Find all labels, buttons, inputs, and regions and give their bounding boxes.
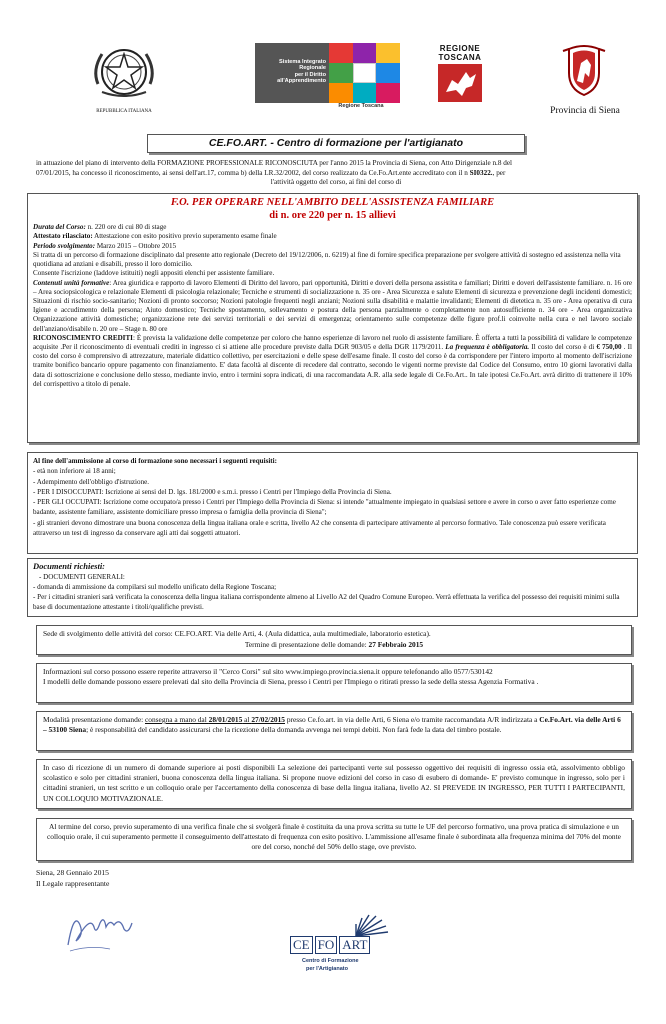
cefoart-caption2: per l'Artigianato	[306, 966, 348, 972]
periodo: Periodo svolgimento: Marzo 2015 – Ottobre 2015	[33, 241, 177, 250]
documenti-item: - Per i cittadini stranieri sarà verificata la conoscenza della lingua italiana corrispondente almeno al Livello A2 del Quadro Comune Europeo. Verrà effettuata la verifica del possesso dei requisiti minimi sulla base di documentazione attestante i titoli/qualifiche previsti.	[33, 592, 620, 611]
intro-line3: l'attività oggetto del corso, ai fini del corso di	[270, 178, 402, 186]
cefoart-caption1: Centro di Formazione	[302, 958, 359, 964]
course-title: F.O. PER OPERARE NELL'AMBITO DELL'ASSISTENZA FAMILIARE	[170, 197, 495, 208]
star-emblem-icon	[88, 40, 160, 104]
provincia-siena-logo	[545, 43, 625, 123]
sede-line2: Termine di presentazione delle domande: 27 Febbraio 2015	[244, 639, 424, 649]
sistema-integrato-logo	[255, 43, 400, 115]
requisiti-item: - PER GLI OCCUPATI: Iscrizione come occupato/a presso i Centri per l'Impiego della Provincia di Siena: si intende "attualmente impiegato in qualsiasi settore e avere in corso o aver fatto esperienze come badante, assistente familiare, assistente domiciliare presso impresa o famiglia della provincia di Siena";	[33, 498, 616, 517]
selezione-box	[36, 759, 632, 809]
cefoart-wordmark: CE FO ART	[290, 936, 370, 954]
course-box	[27, 193, 638, 443]
requisiti-title: Al fine dell'ammissione al corso di formazione sono necessari i seguenti requisiti:	[33, 457, 277, 465]
intro-line2: 07/01/2015, ha concesso il riconoscimento, ai sensi dell'art.17, comma b) della LR.32/2002, del corso realizzato da Ce.Fo.Art.ente accreditato con il n SI0322., per	[36, 168, 506, 177]
sistema-grid-icon	[329, 43, 400, 103]
sistema-footer: Regione Toscana	[338, 103, 384, 109]
documenti-item: - DOCUMENTI GENERALI:	[39, 572, 125, 581]
italia-emblem	[88, 40, 160, 112]
intro-line1: in attuazione del piano di intervento della FORMAZIONE PROFESSIONALE RICONOSCIUTA per l'anno 2015 la Provincia di Siena, con Atto Dirigenziale n.8 del	[36, 159, 513, 167]
consente: Consente l'iscrizione (laddove istituiti) negli appositi elenchi per assistente familiare.	[33, 269, 275, 278]
requisiti-item: - PER I DISOCCUPATI: Iscrizione ai sensi del D. lgs. 181/2000 e s.m.i. presso i Centri per l'Impiego della Provincia di Siena.	[33, 487, 392, 496]
verifica-text: Al termine del corso, previo superamento di una verifica finale che si svolgerà finale è costituita da una prova scritta su tutte le UF del percorso formativo, una prova pratica di simulazione e un colloquio orale, il cui superamento permette il conseguimento dell'attestato di frequenza con esito positivo. L'ammissione all'esame finale è subordinata alla frequenza minima del 70% del monte ore del corso, nonché del 50% dello stage, ove previsto.	[47, 822, 621, 852]
info-line1: Informazioni sul corso possono essere reperite attraverso il "Cerco Corsi" sul sito www.impiego.provincia.siena.it oppure telefonando allo 0577/530142	[43, 667, 493, 676]
crediti: RICONOSCIMENTO CREDITI: È prevista la validazione delle competenze per coloro che hanno esperienze di lavoro nel ruolo di assistente familiare. È offerta a tutti la possibilità di validare le competenze acquisite .Per il riconoscimento di eventuali crediti in ingresso ci si attiene alle procedure previste dalla DGR 903/05 e della DGR 1179/2011. La frequenza è obbligatoria. Il costo del corso è di € 750,00 . Il costo del corso è comprensivo di attrezzature, materiale didattico collettivo, per esercitazioni e delle spese dell'esame finale. Il costo del corso è da corrispondere per l'intero importo al momento dell'iscrizione tramite bonifico bancario oppure pagamento con finanziamento. E' data facoltà al discente di recedere dal contratto, secondo le vigenti norme previste dal Codice del Consumo, entro 10 giorni lavorativi dalla data di sottoscrizione e conclusione dello stesso, mediante invio, entro i termini sopra indicati, di una raccomandata A.R. alla sede legale di Ce.Fo.Art.. In tale ipotesi Ce.Fo.Art. avrà diritto di trattenere il 10% del corrispettivo a titolo di penale.	[33, 333, 633, 388]
provincia-caption: Provincia di Siena	[550, 106, 620, 116]
selezione-text: In caso di ricezione di un numero di domande superiore ai posti disponibili La selezione dei partecipanti verte sul possesso oggettivo dei requisiti di ingresso ossia età, assolvimento obbligo scolastico e solo per cittadini stranieri, buona conoscenza della lingua italiana. Si propone nuove edizioni del corso in caso di esubero di domande- E' previsto comunque in ingresso, solo per i cittadini stranieri, un test scritto e un colloquio orale per l'accertamento della conoscenza di base della lingua italiana, livello A2. SI PREVEDE IN INGRESSO, PER TUTTI I PARTECIPANTI, UN COLLOQUIO MOTIVAZIONALE.	[43, 763, 625, 803]
attestato: Attestato rilasciato: Attestazione con esito positivo previo superamento esame finale	[33, 232, 277, 241]
contenuti: Contenuti unità formative: Area giuridica e rapporto di lavoro Elementi di Diritto del lavoro, pari opportunità, Diritti e doveri della persona assistita e familiari; Diritti e doveri dell'assistente familiare. n. 16 ore – Area sociopsicologica e relazionale Elementi di psicologia relazionale; Tecniche e strumenti di socializzazione n. 35 ore - Area Sicurezza e salute Elementi di sicurezza e prevenzione degli incidenti domestici; Situazioni di rischio socio-sanitario; Nozioni di pronto soccorso; Nozioni patologie frequenti negli anziani; Nozioni sulla disabilità e malattie invalidanti; Elementi di dietetica n. 35 ore - Area operativa di cura Igiene e accudimento della persona; Aiuto domestico; Tecniche spostamento, sollevamento e postura della persona parzialmente o completamente non autosufficiente n. 34 ore - Area organizzativa Organizzazione attività domestiche; organizzazione rete dei servizi territoriali e dei servizi di emergenza; orientamento sulle competenze delle figure prof.li coinvolte nella cura e nel lavoro sociale dell'anziano/disabile n. 20 ore – Stage n. 80 ore	[33, 278, 633, 333]
requisiti-item: - età non inferiore ai 18 anni;	[33, 467, 116, 476]
informazioni-box	[36, 663, 632, 703]
documenti-title: Documenti richiesti:	[33, 561, 106, 571]
header-box	[147, 134, 525, 153]
intro-text	[36, 159, 636, 188]
requisiti-box	[27, 452, 638, 554]
page-title: CE.FO.ART. - Centro di formazione per l'artigianato	[208, 137, 464, 149]
documenti-box	[27, 558, 638, 617]
course-subtitle: di n. ore 220 per n. 15 allievi	[269, 209, 396, 221]
signature-icon	[60, 905, 140, 955]
modalita-box: Modalità presentazione domande: consegna a mano dal 28/01/2015 al 27/02/2015 presso Ce.fo.art. in via delle Arti, 6 Siena e/o tramite raccomandata A/R indirizzata a Ce.Fo.Art. via delle Arti 6 – 53100 Siena; è responsabilità del candidato assicurarsi che la ricezione della domanda avvenga nei tempi debiti. Non farà fede la data del timbro postale.	[36, 711, 632, 751]
regione-line2: TOSCANA	[438, 53, 482, 62]
place-date: Siena, 28 Gennaio 2015	[36, 868, 109, 877]
regione-toscana-logo	[432, 44, 488, 114]
sistema-line: all'Apprendimento	[277, 78, 326, 85]
info-line2: I modelli delle domande possono essere prelevati dal sito della Provincia di Siena, presso i Centri per l'Impiego o ritirati presso la sede della stessa Agenzia Formativa .	[43, 677, 539, 687]
coat-of-arms-icon	[559, 43, 609, 97]
regione-line1: REGIONE	[439, 44, 481, 53]
pegasus-icon	[432, 62, 488, 104]
sede-line1: Sede di svolgimento delle attività del corso: CE.FO.ART. Via delle Arti, 4. (Aula didattica, aula multimediale, laboratorio estetica).	[43, 629, 431, 638]
sede-box	[36, 625, 632, 655]
requisiti-item: - gli stranieri devono dimostrare una buona conoscenza della lingua italiana orale e scritta, livello A2 che consenta di partecipare attivamente al percorso formativo. Tale conoscenza può essere verificata attraverso un test di ingresso da conservare agli atti dai soggetti attuatori.	[33, 518, 606, 537]
requisiti-item: - Adempimento dell'obbligo d'istruzione.	[33, 477, 150, 486]
documenti-item: - domanda di ammissione da compilarsi sul modello unificato della Regione Toscana;	[33, 582, 277, 591]
sistema-line: per il Diritto	[294, 71, 326, 78]
sistema-line: Regionale	[299, 65, 326, 72]
descrizione: Si tratta di un percorso di formazione disciplinato dal presente atto regionale (Decreto del 19/12/2006, n. 6219) al fine di fornire specifica preparazione per svolgere attività di sostegno ed assistenza nella vita quotidiana ad anziani e disabili, presso il loro domicilio.	[33, 250, 621, 269]
cefoart-logo	[290, 910, 390, 982]
sistema-line: Sistema Integrato	[279, 59, 326, 65]
signer-label: Il Legale rappresentante	[36, 879, 110, 888]
sunburst-icon	[352, 910, 392, 938]
verifica-box	[36, 818, 632, 861]
durata: Durata del Corso: n. 220 ore di cui 80 di stage	[33, 223, 167, 232]
italia-caption: REPUBBLICA ITALIANA	[96, 109, 152, 114]
